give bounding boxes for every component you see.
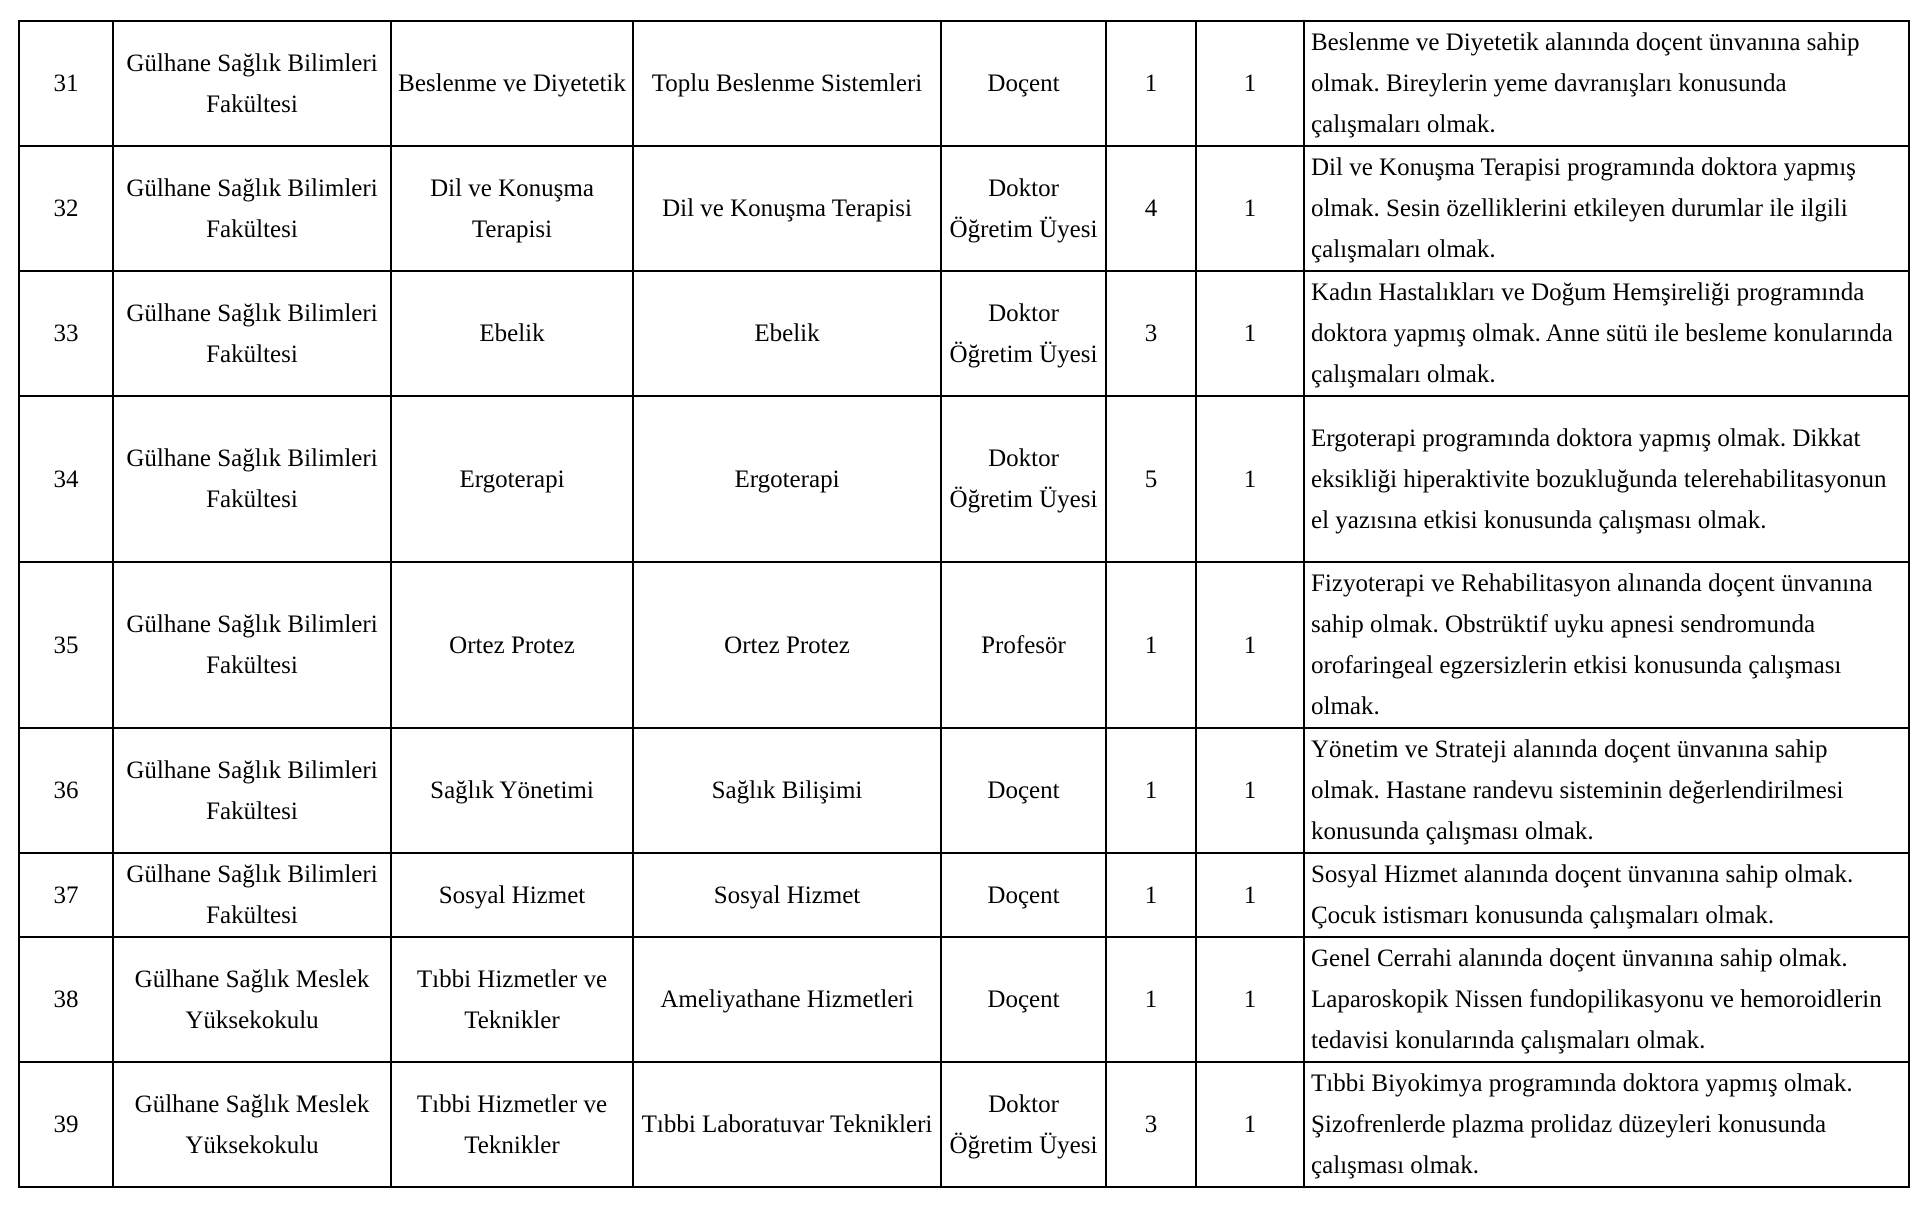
position-table [18, 20, 1910, 1188]
faculty-cell: Gülhane Sağlık Meslek Yüksekokulu [113, 937, 391, 1062]
count-cell: 1 [1196, 21, 1304, 146]
table-row [19, 728, 1909, 853]
title-cell: Doçent [941, 21, 1106, 146]
title-cell: Doktor Öğretim Üyesi [941, 271, 1106, 396]
count-cell: 1 [1196, 1062, 1304, 1187]
row-number-cell: 34 [19, 396, 113, 562]
level-cell: 1 [1106, 728, 1196, 853]
level-cell: 1 [1106, 21, 1196, 146]
faculty-cell: Gülhane Sağlık Bilimleri Fakültesi [113, 396, 391, 562]
program-cell: Dil ve Konuşma Terapisi [633, 146, 941, 271]
faculty-cell: Gülhane Sağlık Bilimleri Fakültesi [113, 271, 391, 396]
department-cell: Ortez Protez [391, 562, 633, 728]
department-cell: Beslenme ve Diyetetik [391, 21, 633, 146]
table-row [19, 396, 1909, 562]
table-row [19, 271, 1909, 396]
program-cell: Sağlık Bilişimi [633, 728, 941, 853]
title-cell: Doçent [941, 937, 1106, 1062]
program-cell: Ortez Protez [633, 562, 941, 728]
count-cell: 1 [1196, 396, 1304, 562]
department-cell: Sosyal Hizmet [391, 853, 633, 937]
count-cell: 1 [1196, 562, 1304, 728]
requirement-cell: Yönetim ve Strateji alanında doçent ünvanına sahip olmak. Hastane randevu sisteminin değerlendirilmesi konusunda çalışması olmak. [1304, 728, 1909, 853]
level-cell: 3 [1106, 271, 1196, 396]
title-cell: Doçent [941, 853, 1106, 937]
count-cell: 1 [1196, 853, 1304, 937]
requirement-cell: Dil ve Konuşma Terapisi programında doktora yapmış olmak. Sesin özelliklerini etkileyen durumlar ile ilgili çalışmaları olmak. [1304, 146, 1909, 271]
department-cell: Sağlık Yönetimi [391, 728, 633, 853]
department-cell: Ebelik [391, 271, 633, 396]
title-cell: Doktor Öğretim Üyesi [941, 146, 1106, 271]
requirement-cell: Tıbbi Biyokimya programında doktora yapmış olmak. Şizofrenlerde plazma prolidaz düzeyleri konusunda çalışması olmak. [1304, 1062, 1909, 1187]
faculty-cell: Gülhane Sağlık Meslek Yüksekokulu [113, 1062, 391, 1187]
row-number-cell: 32 [19, 146, 113, 271]
level-cell: 4 [1106, 146, 1196, 271]
level-cell: 1 [1106, 937, 1196, 1062]
title-cell: Doçent [941, 728, 1106, 853]
department-cell: Dil ve Konuşma Terapisi [391, 146, 633, 271]
table-row [19, 21, 1909, 146]
faculty-cell: Gülhane Sağlık Bilimleri Fakültesi [113, 853, 391, 937]
count-cell: 1 [1196, 271, 1304, 396]
faculty-cell: Gülhane Sağlık Bilimleri Fakültesi [113, 728, 391, 853]
requirement-cell: Kadın Hastalıkları ve Doğum Hemşireliği programında doktora yapmış olmak. Anne sütü ile besleme konularında çalışmaları olmak. [1304, 271, 1909, 396]
count-cell: 1 [1196, 728, 1304, 853]
department-cell: Ergoterapi [391, 396, 633, 562]
row-number-cell: 39 [19, 1062, 113, 1187]
program-cell: Tıbbi Laboratuvar Teknikleri [633, 1062, 941, 1187]
position-table-container [18, 20, 1910, 1188]
count-cell: 1 [1196, 146, 1304, 271]
level-cell: 3 [1106, 1062, 1196, 1187]
requirement-cell: Genel Cerrahi alanında doçent ünvanına sahip olmak. Laparoskopik Nissen fundopilikasyonu ve hemoroidlerin tedavisi konularında çalışmaları olmak. [1304, 937, 1909, 1062]
count-cell: 1 [1196, 937, 1304, 1062]
row-number-cell: 33 [19, 271, 113, 396]
program-cell: Ameliyathane Hizmetleri [633, 937, 941, 1062]
program-cell: Toplu Beslenme Sistemleri [633, 21, 941, 146]
row-number-cell: 38 [19, 937, 113, 1062]
program-cell: Sosyal Hizmet [633, 853, 941, 937]
requirement-cell: Ergoterapi programında doktora yapmış olmak. Dikkat eksikliği hiperaktivite bozukluğunda telerehabilitasyonun el yazısına etkisi konusunda çalışması olmak. [1304, 396, 1909, 562]
faculty-cell: Gülhane Sağlık Bilimleri Fakültesi [113, 146, 391, 271]
row-number-cell: 36 [19, 728, 113, 853]
faculty-cell: Gülhane Sağlık Bilimleri Fakültesi [113, 562, 391, 728]
table-row [19, 1062, 1909, 1187]
table-row [19, 146, 1909, 271]
requirement-cell: Fizyoterapi ve Rehabilitasyon alınanda doçent ünvanına sahip olmak. Obstrüktif uyku apnesi sendromunda orofaringeal egzersizlerin etkisi konusunda çalışması olmak. [1304, 562, 1909, 728]
row-number-cell: 37 [19, 853, 113, 937]
table-row [19, 937, 1909, 1062]
requirement-cell: Beslenme ve Diyetetik alanında doçent ünvanına sahip olmak. Bireylerin yeme davranışları konusunda çalışmaları olmak. [1304, 21, 1909, 146]
program-cell: Ergoterapi [633, 396, 941, 562]
table-row [19, 562, 1909, 728]
title-cell: Doktor Öğretim Üyesi [941, 396, 1106, 562]
level-cell: 1 [1106, 853, 1196, 937]
faculty-cell: Gülhane Sağlık Bilimleri Fakültesi [113, 21, 391, 146]
department-cell: Tıbbi Hizmetler ve Teknikler [391, 1062, 633, 1187]
table-row [19, 853, 1909, 937]
level-cell: 5 [1106, 396, 1196, 562]
title-cell: Profesör [941, 562, 1106, 728]
requirement-cell: Sosyal Hizmet alanında doçent ünvanına sahip olmak. Çocuk istismarı konusunda çalışmaları olmak. [1304, 853, 1909, 937]
department-cell: Tıbbi Hizmetler ve Teknikler [391, 937, 633, 1062]
row-number-cell: 31 [19, 21, 113, 146]
title-cell: Doktor Öğretim Üyesi [941, 1062, 1106, 1187]
level-cell: 1 [1106, 562, 1196, 728]
program-cell: Ebelik [633, 271, 941, 396]
row-number-cell: 35 [19, 562, 113, 728]
